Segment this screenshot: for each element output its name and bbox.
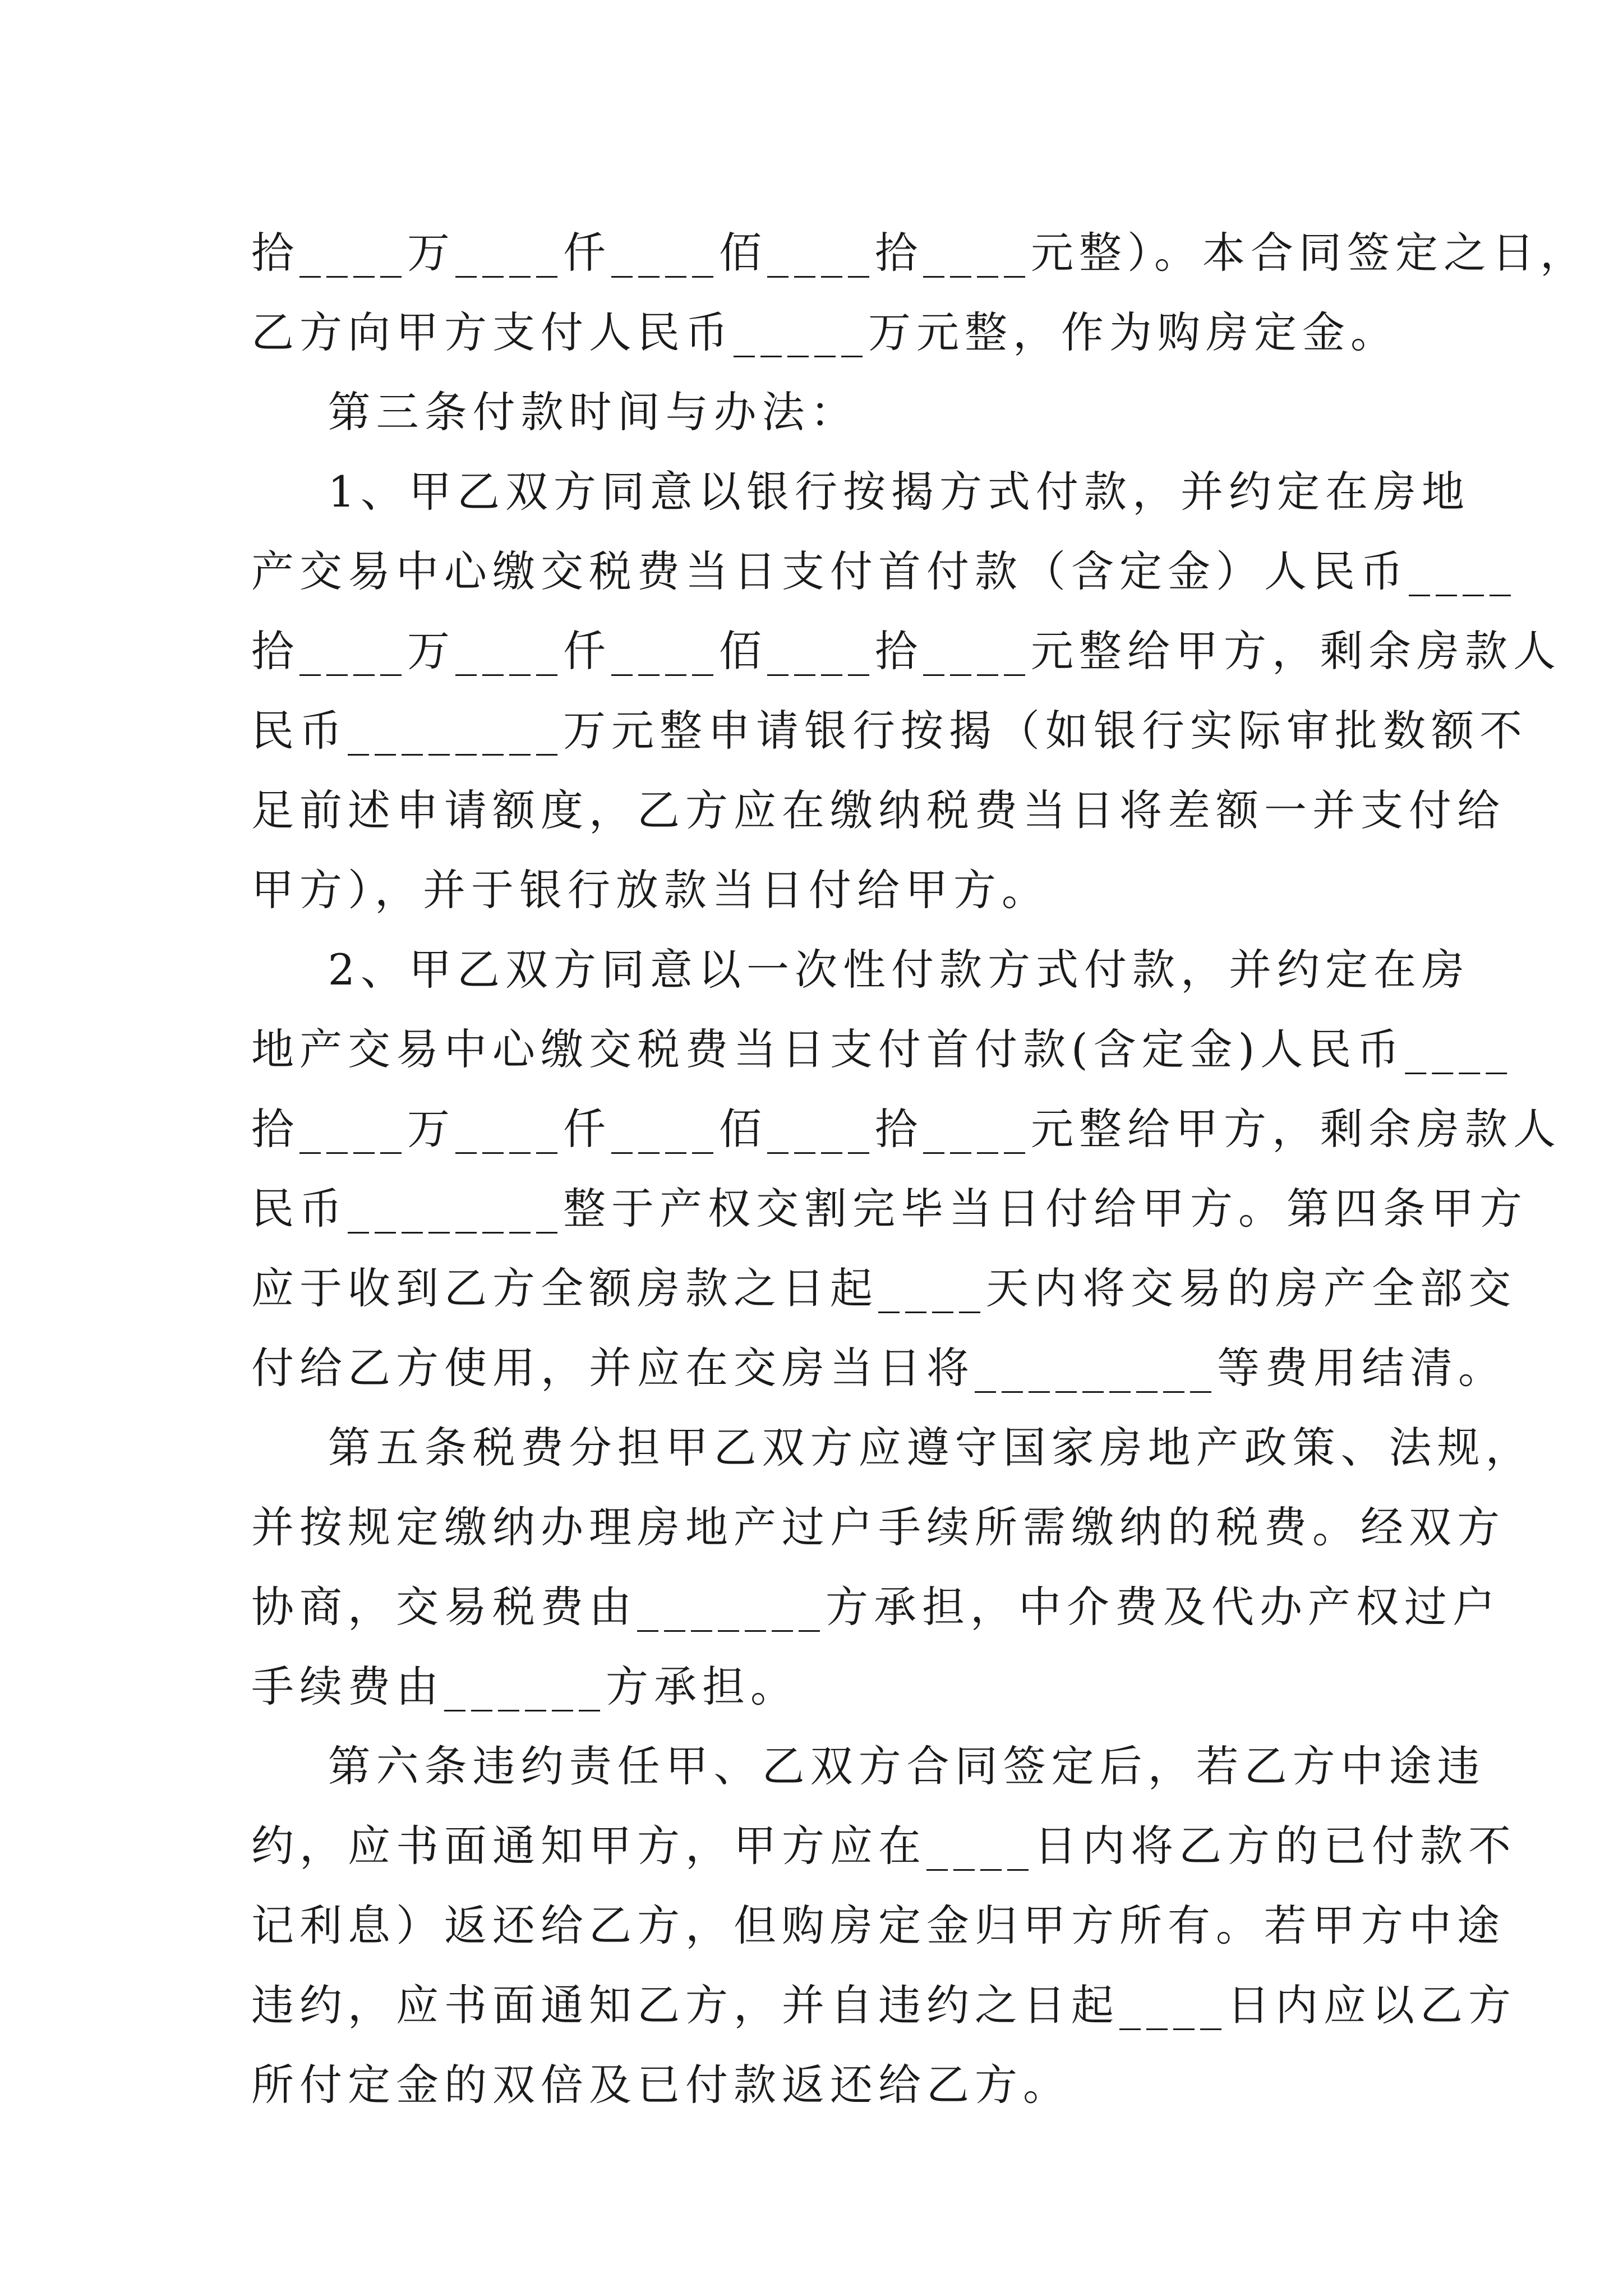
text-line: 所付定金的双倍及已付款返还给乙方。 (251, 2060, 1071, 2110)
text-line: 拾____万____仟____佰____拾____元整给甲方，剩余房款人 (251, 626, 1561, 676)
text-line: 地产交易中心缴交税费当日支付首付款(含定金)人民币____ (251, 1024, 1513, 1074)
text-line: 民币________万元整申请银行按揭（如银行实际审批数额不 (251, 706, 1528, 756)
text-line: 2、甲乙双方同意以一次性付款方式付款，并约定在房 (251, 945, 1470, 995)
contract-text (251, 213, 1588, 2125)
text-line: 约，应书面通知甲方，甲方应在____日内将乙方的已付款不 (251, 1821, 1516, 1871)
text-line: 并按规定缴纳办理房地产过户手续所需缴纳的税费。经双方 (251, 1502, 1505, 1552)
text-line: 手续费由______方承担。 (251, 1662, 799, 1711)
text-line: 甲方），并于银行放款当日付给甲方。 (251, 865, 1050, 915)
text-line: 应于收到乙方全额房款之日起____天内将交易的房产全部交 (251, 1263, 1516, 1313)
text-line: 记利息）返还给乙方，但购房定金归甲方所有。若甲方中途 (251, 1901, 1505, 1950)
text-line: 第三条付款时间与办法： (251, 387, 859, 437)
text-line: 违约，应书面通知乙方，并自违约之日起____日内应以乙方 (251, 1980, 1516, 2030)
text-line: 足前述申请额度，乙方应在缴纳税费当日将差额一并支付给 (251, 785, 1505, 835)
text-line: 产交易中心缴交税费当日支付首付款（含定金）人民币____ (251, 546, 1516, 596)
text-line: 1、甲乙双方同意以银行按揭方式付款，并约定在房地 (251, 467, 1470, 517)
text-line: 付给乙方使用，并应在交房当日将_________等费用结清。 (251, 1343, 1506, 1393)
text-line: 协商，交易税费由_______方承担，中介费及代办产权过户 (251, 1582, 1501, 1632)
text-line: 拾____万____仟____佰____拾____元整给甲方，剩余房款人 (251, 1104, 1561, 1154)
text-line: 第五条税费分担甲乙双方应遵守国家房地产政策、法规， (251, 1423, 1534, 1473)
text-line: 拾____万____仟____佰____拾____元整）。本合同签定之日， (251, 228, 1588, 278)
text-line: 乙方向甲方支付人民币_____万元整，作为购房定金。 (251, 307, 1399, 357)
text-line: 第六条违约责任甲、乙双方合同签定后，若乙方中途违 (251, 1741, 1486, 1791)
text-line: 民币________整于产权交割完毕当日付给甲方。第四条甲方 (251, 1184, 1528, 1234)
